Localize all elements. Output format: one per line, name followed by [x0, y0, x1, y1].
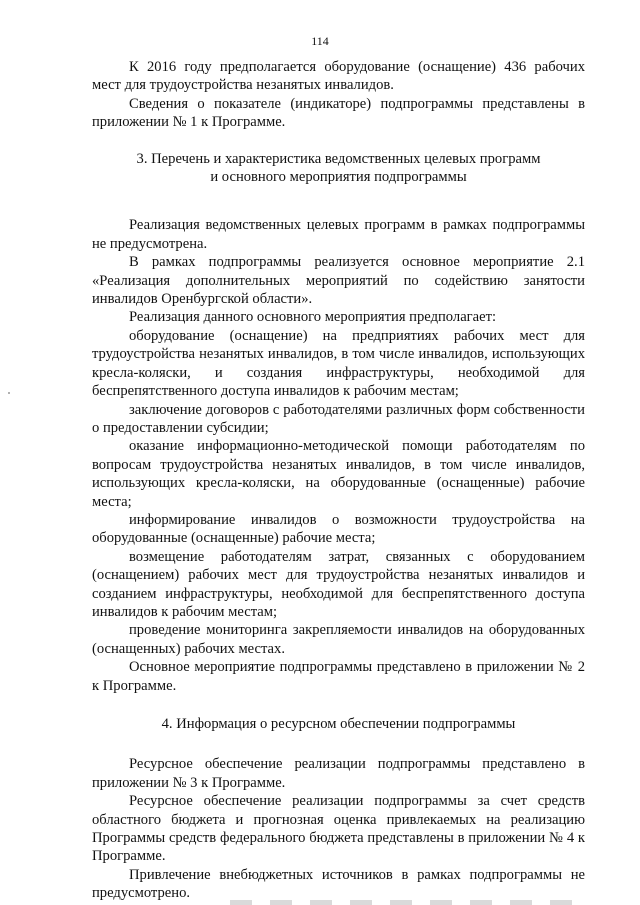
section-heading	[92, 150, 585, 187]
paragraph: Реализация данного основного мероприятия предполагает:	[129, 309, 497, 326]
page-number: 114	[311, 34, 329, 48]
list-item: информирование инвалидов о возможности трудоустройства на оборудованные (оснащенные) рабочие места;	[92, 511, 585, 547]
list-item: возмещение работодателям затрат, связанных с оборудованием (оснащением) рабочих мест для трудоустройства незанятых инвалидов и созданием инфраструктуры, необходимой для беспрепятственного доступа инвалидов к рабочим местам;	[92, 548, 585, 620]
section-heading-line: 3. Перечень и характеристика ведомственных целевых программ	[136, 150, 541, 167]
list-item: оборудование (оснащение) на предприятиях рабочих мест для трудоустройства незанятых инвалидов, в том числе инвалидов, использующих кресла-коляски, и создания инфраструктуры, необходимой для беспрепятственного доступа инвалидов к рабочим местам;	[92, 327, 585, 400]
paragraph: В рамках подпрограммы реализуется основное мероприятие 2.1 «Реализация дополнительных мероприятий по содействию занятости инвалидов Оренбургской области».	[92, 254, 585, 308]
scan-artifact	[230, 900, 590, 905]
paragraph: Ресурсное обеспечение реализации подпрограммы за счет средств областного бюджета и прогнозная оценка привлекаемых на реализацию Программы средств федерального бюджета представлены в приложении № 4 к Программе.	[92, 793, 585, 865]
paragraph: К 2016 году предполагается оборудование (оснащение) 436 рабочих мест для трудоустройства незанятых инвалидов.	[92, 59, 585, 94]
document-body	[92, 58, 585, 903]
paragraph: Основное мероприятие подпрограммы представлено в приложении № 2 к Программе.	[92, 659, 585, 694]
paragraph: Ресурсное обеспечение реализации подпрограммы представлено в приложении № 3 к Программе.	[92, 756, 585, 791]
list-item: проведение мониторинга закрепляемости инвалидов на оборудованных (оснащенных) рабочих местах.	[92, 622, 585, 657]
section-heading: 4. Информация о ресурсном обеспечении подпрограммы	[161, 716, 516, 732]
section-heading-line: и основного мероприятия подпрограммы	[210, 169, 467, 186]
paragraph: Привлечение внебюджетных источников в рамках подпрограммы не предусмотрено.	[92, 866, 585, 902]
list-item: заключение договоров с работодателями различных форм собственности о предоставлении субсидии;	[92, 401, 585, 436]
list-item: оказание информационно-методической помощи работодателям по вопросам трудоустройства незанятых инвалидов, в том числе инвалидов, использующих кресла-коляски, на оборудованные (оснащенные) рабочие места;	[92, 438, 585, 510]
paragraph: Реализация ведомственных целевых программ в рамках подпрограммы не предусмотрена.	[92, 217, 585, 252]
scan-speck	[8, 392, 10, 394]
paragraph: Сведения о показателе (индикаторе) подпрограммы представлены в приложении № 1 к Программе.	[92, 95, 585, 131]
